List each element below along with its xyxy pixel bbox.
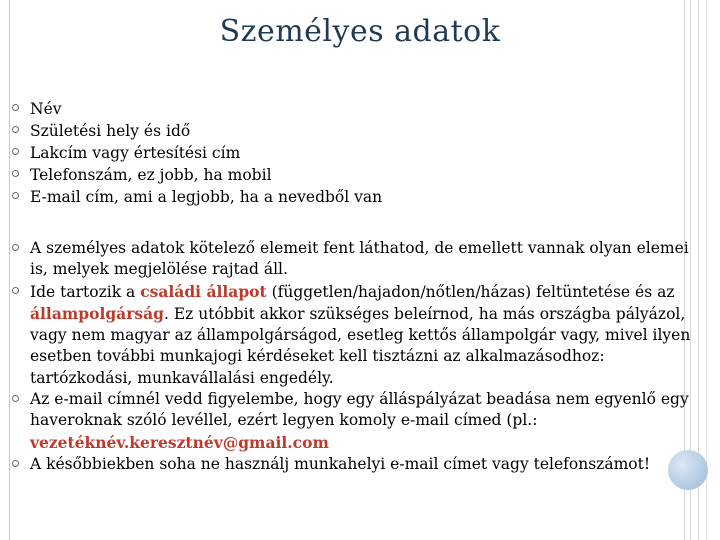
decorative-circle xyxy=(668,450,708,490)
list-item: Ide tartozik a családi állapot (független/hajadon/nőtlen/házas) feltüntetése és az állampolgárság. Ez utóbbit akkor szükséges beleírnod, ha más országba pályázol, vagy nem magyar az állampolgárságod, esetleg kettős állampolgár vagy, mivel ilyen esetben további munkajogi kérdéseket kell tisztázni az alkalmazásodhoz: tartózkodási, munkavállalási engedély. xyxy=(12,281,710,389)
slide-title: Személyes adatok xyxy=(219,14,501,49)
list-item: Telefonszám, ez jobb, ha mobil xyxy=(12,164,710,186)
explanation-list xyxy=(12,238,710,475)
list-item: Az e-mail címnél vedd figyelembe, hogy egy álláspályázat beadása nem egyenlő egy haveroknak szóló levéllel, ezért legyen komoly e-mail címed (pl.: vezetéknév.keresztnév@gmail.com xyxy=(12,389,710,454)
list-item: A későbbiekben soha ne használj munkahelyi e-mail címet vagy telefonszámot! xyxy=(12,454,710,475)
list-item: A személyes adatok kötelező elemeit fent láthatod, de emellett vannak olyan elemei is, melyek megjelölése rajtad áll. xyxy=(12,238,710,281)
list-item: Lakcím vagy értesítési cím xyxy=(12,142,710,164)
required-data-list xyxy=(12,98,710,208)
list-item: Név xyxy=(12,98,710,120)
list-item: Születési hely és idő xyxy=(12,120,710,142)
circle-bullet-icon xyxy=(12,244,19,251)
left-frame-border xyxy=(0,0,10,540)
circle-bullet-icon xyxy=(12,192,19,199)
circle-bullet-icon xyxy=(12,126,19,133)
circle-bullet-icon xyxy=(12,148,19,155)
circle-bullet-icon xyxy=(12,104,19,111)
highlight-citizenship: állampolgárság xyxy=(30,303,164,323)
circle-bullet-icon xyxy=(12,287,19,294)
circle-bullet-icon xyxy=(12,460,19,467)
highlight-family-status: családi állapot xyxy=(140,281,267,301)
list-item: E-mail cím, ami a legjobb, ha a nevedből van xyxy=(12,186,710,208)
email-example: vezetéknév.keresztnév@gmail.com xyxy=(30,432,329,452)
circle-bullet-icon xyxy=(12,395,19,402)
circle-bullet-icon xyxy=(12,170,19,177)
